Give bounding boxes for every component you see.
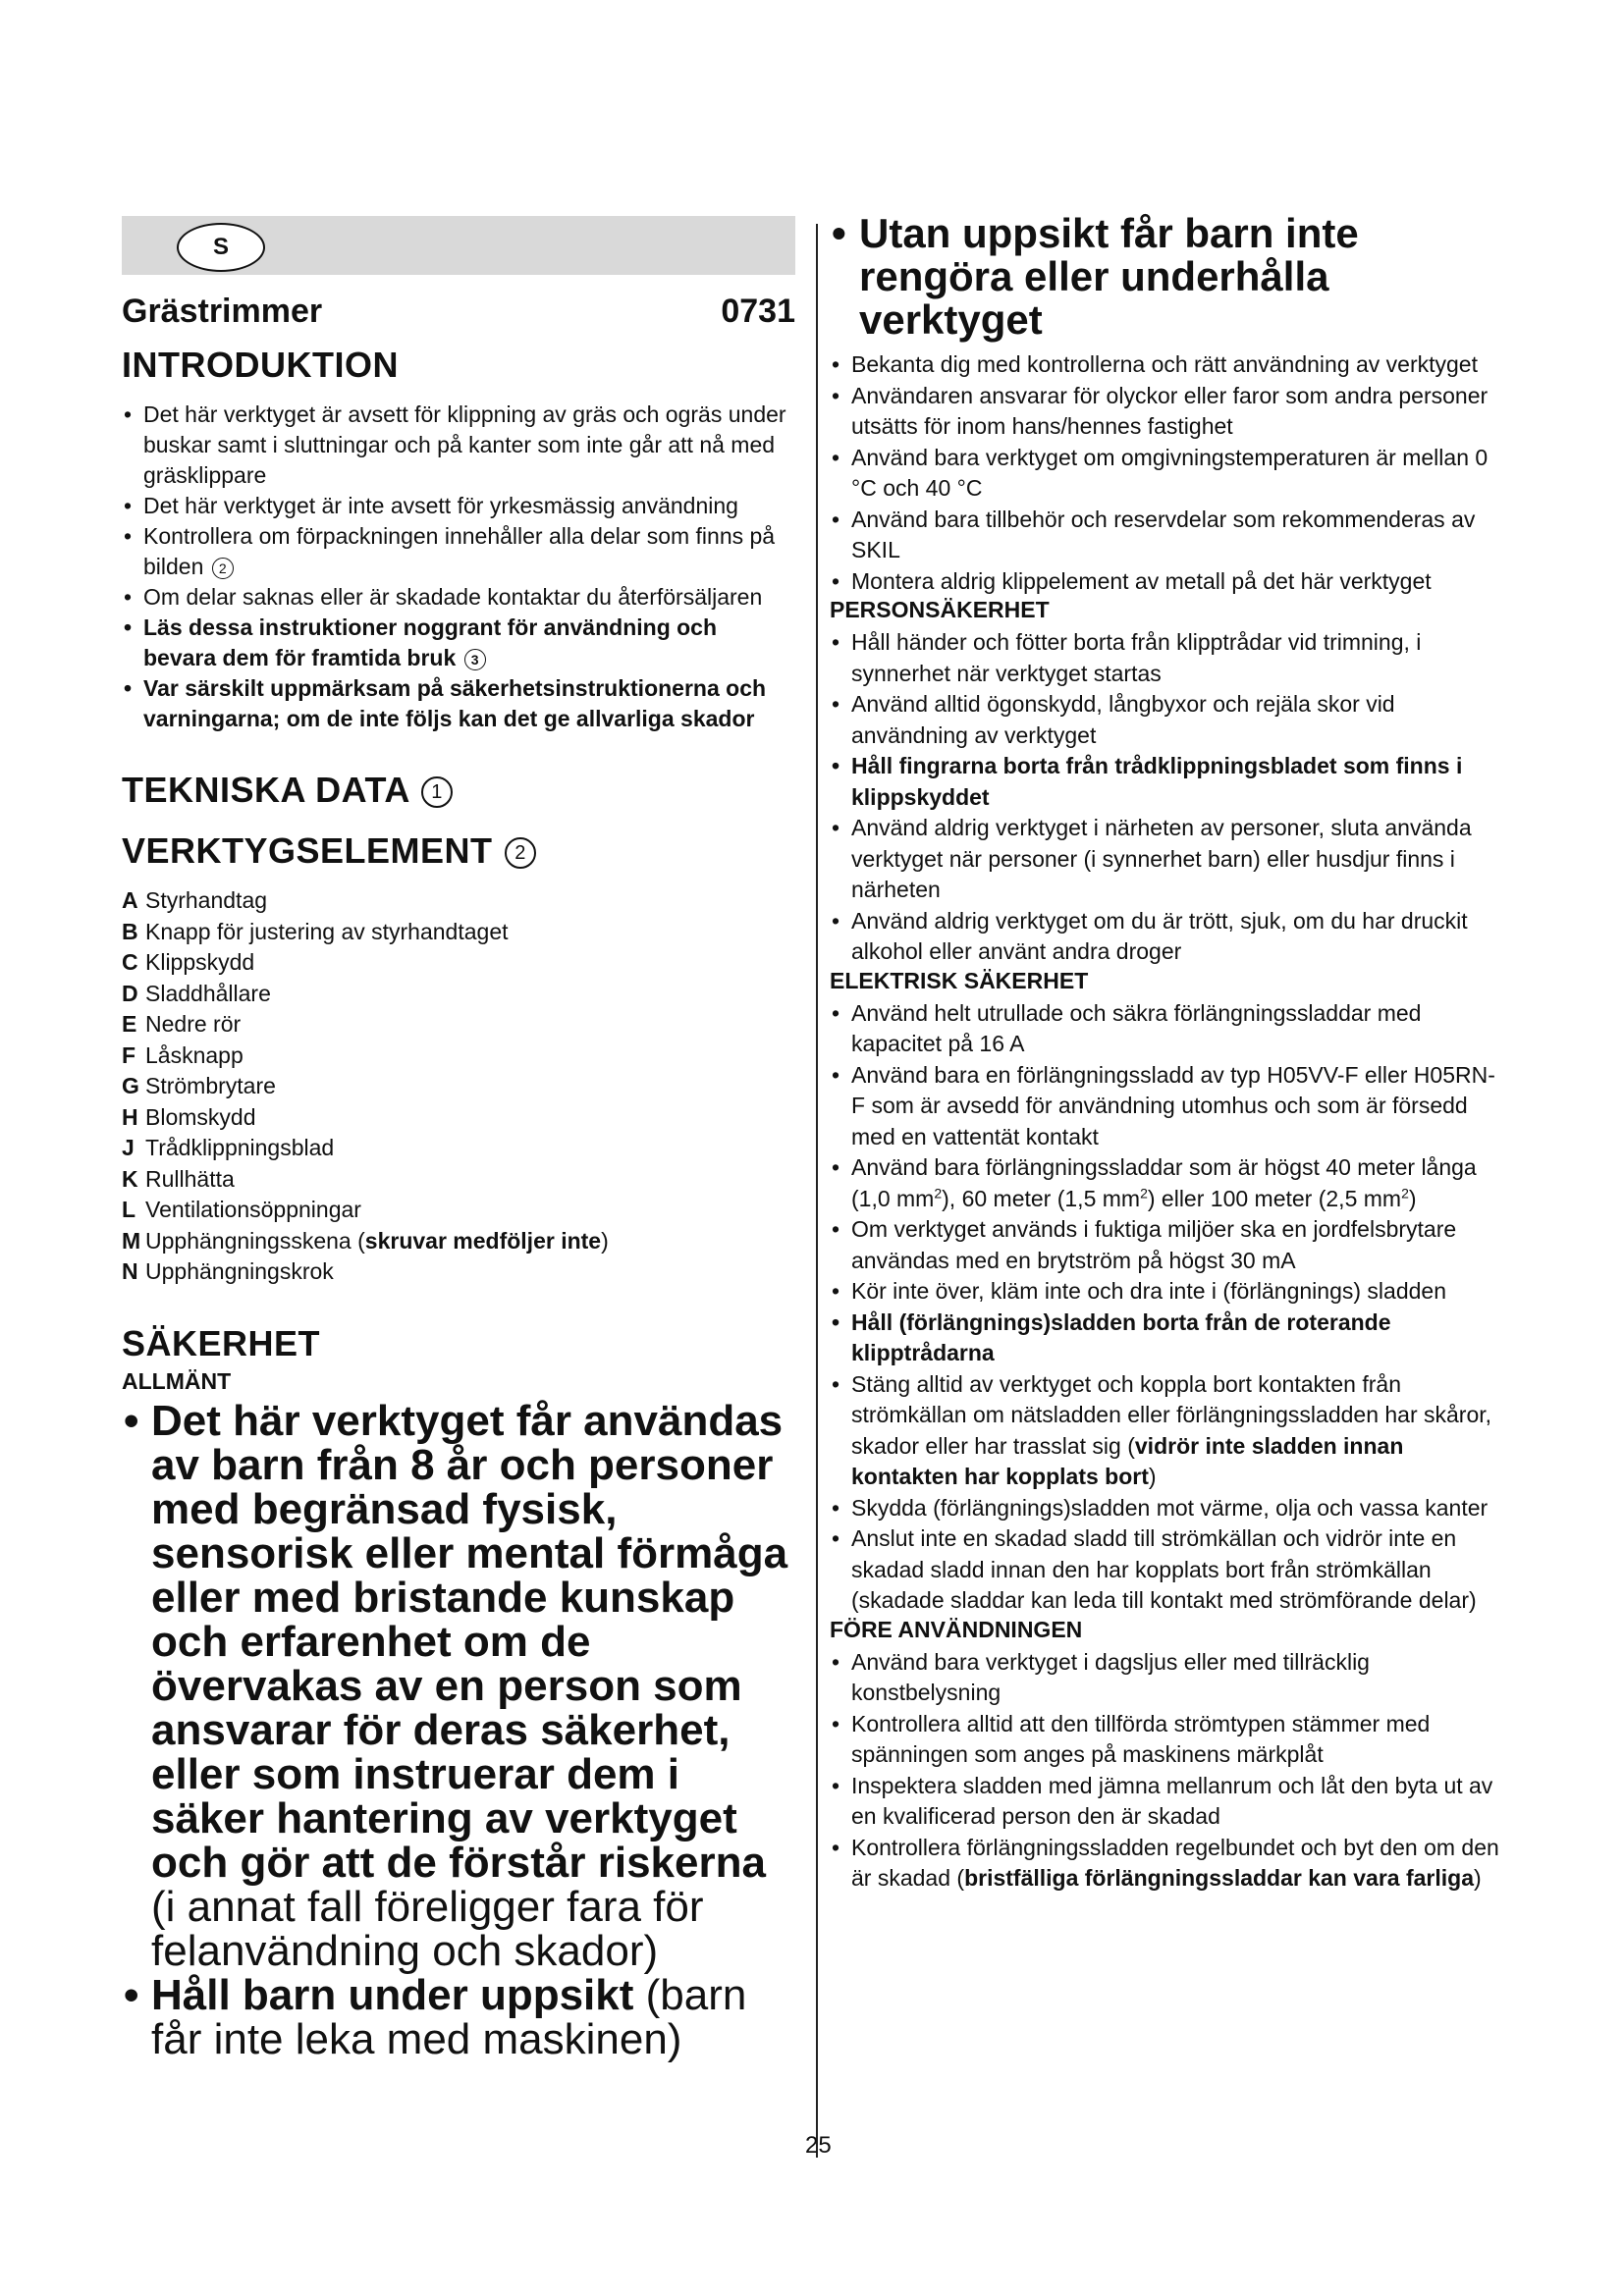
figure-ref-icon: 3 [464, 649, 486, 670]
left-column [122, 216, 795, 2061]
page-number: 25 [805, 2132, 832, 2159]
list-item: • Använd bara en förlängningssladd av typ H05VV-F eller H05RN-F som är avsedd för användning utomhus och som är försedd med en vattentät kontakt [830, 1060, 1507, 1153]
language-bar [122, 216, 795, 275]
general-subheading: ALLMÄNT [122, 1367, 232, 1394]
list-item: G Strömbrytare [122, 1073, 276, 1098]
list-item: • Använd aldrig verktyget i närheten av personer, sluta använda verktyget när personer (i synnerhet barn) eller husdjur finns i närheten [830, 813, 1507, 906]
list-item: E Nedre rör [122, 1011, 242, 1037]
list-item: • Anslut inte en skadad sladd till strömkällan och vidrör inte en skadad sladd innan den har kopplats bort från strömkällan (skadade sladdar kan leda till kontakt med strömförande delar) [830, 1523, 1507, 1617]
list-item: H Blomskydd [122, 1103, 256, 1130]
list-item: C Klippskydd [122, 949, 255, 975]
figure-ref-icon: 1 [421, 776, 453, 808]
list-item: • Kör inte över, kläm inte och dra inte i (förlängnings) sladden [830, 1276, 1507, 1308]
list-item: J Trådklippningsblad [122, 1135, 335, 1160]
list-item: • Håll barn under uppsikt (barn får inte leka med maskinen) [122, 1973, 795, 2061]
title-row [122, 293, 795, 331]
intro-list [122, 400, 795, 734]
list-item: • Det här verktyget är avsett för klippning av gräs och ogräs under buskar samt i sluttningar och på kanter som inte går att nå med gräsklippare [122, 400, 795, 491]
list-item: • Kontrollera alltid att den tillförda strömtypen stämmer med spänningen som anges på maskinens märkplåt [830, 1709, 1507, 1771]
list-item: • Om verktyget används i fuktiga miljöer ska en jordfelsbrytare användas med en brytström på högst 30 mA [830, 1214, 1507, 1276]
list-item: • Användaren ansvarar för olyckor eller faror som andra personer utsätts för inom hans/hennes fastighet [830, 381, 1507, 443]
list-item: • Var särskilt uppmärksam på säkerhetsinstruktionerna och varningarna; om de inte följs kan det ge allvarliga skador [122, 673, 795, 734]
list-item: • Bekanta dig med kontrollerna och rätt användning av verktyget [830, 349, 1507, 381]
safety-heading: SÄKERHET [122, 1322, 321, 1363]
list-item: • Håll händer och fötter borta från klipptrådar vid trimning, i synnerhet när verktyget startas [830, 627, 1507, 689]
list-item: D Sladdhållare [122, 980, 271, 1006]
column-divider [816, 224, 818, 2158]
big-warnings [122, 1396, 795, 2063]
electrical-safety-list [830, 998, 1507, 1617]
electrical-safety-heading: ELEKTRISK SÄKERHET [830, 967, 1089, 993]
list-item: • Kontrollera om förpackningen innehåller alla delar som finns på bilden 2 [122, 521, 795, 582]
list-item: • Skydda (förlängnings)sladden mot värme, olja och vassa kanter [830, 1493, 1507, 1524]
list-item: N Upphängningskrok [122, 1258, 334, 1284]
list-item: • Läs dessa instruktioner noggrant för användning och bevara dem för framtida bruk 3 [122, 613, 795, 673]
before-use-list [830, 1647, 1507, 1895]
list-item: K Rullhätta [122, 1165, 235, 1192]
parts-list [122, 885, 795, 1288]
list-item: • Använd alltid ögonskydd, långbyxor och rejäla skor vid användning av verktyget [830, 689, 1507, 751]
list-item: • Använd bara förlängningssladdar som är högst 40 meter långa (1,0 $mm^2$), 60 meter (1,5 $mm^2$) eller 100 meter (2,5 $mm^2$) [830, 1152, 1507, 1214]
list-item: • Det här verktyget får användas av barn från 8 år och personer med begränsad fysisk, sensorisk eller mental förmåga eller med bristande kunskap och erfarenhet om de övervakas av en person som ansvarar för deras säkerhet, eller som instruerar dem i säker hantering av verktyget och gör att de förstår riskerna (i annat fall föreligger fara för felanvändning och skador) [122, 1399, 795, 1973]
list-item: A Styrhandtag [122, 887, 268, 913]
list-item: • Använd bara tillbehör och reservdelar som rekommenderas av SKIL [830, 505, 1507, 566]
intro-heading: INTRODUKTION [122, 345, 399, 385]
model-number: 0731 [721, 293, 795, 330]
product-name: Grästrimmer [122, 293, 323, 330]
personal-safety-heading: PERSONSÄKERHET [830, 597, 1050, 622]
list-item: • Använd bara verktyget om omgivningstemperaturen är mellan 0 °C och 40 °C [830, 443, 1507, 505]
figure-ref-icon: 2 [212, 558, 234, 579]
general-list [830, 349, 1507, 597]
list-item: • Inspektera sladden med jämna mellanrum och låt den byta ut av en kvalificerad person den är skadad [830, 1771, 1507, 1833]
list-item: F Låsknapp [122, 1041, 244, 1068]
list-item: • Håll fingrarna borta från trådklippningsbladet som finns i klippskyddet [830, 751, 1507, 813]
list-item: B Knapp för justering av styrhandtaget [122, 918, 509, 944]
elements-heading: VERKTYGSELEMENT 2 [122, 830, 795, 872]
language-badge: S [177, 223, 265, 272]
list-item: M Upphängningsskena (skruvar medföljer inte) [122, 1227, 609, 1254]
before-use-heading: FÖRE ANVÄNDNINGEN [830, 1616, 1083, 1642]
list-item: • Använd helt utrullade och säkra förlängningssladdar med kapacitet på 16 A [830, 998, 1507, 1060]
list-item: L Ventilationsöppningar [122, 1197, 361, 1222]
list-item: • Om delar saknas eller är skadade kontaktar du återförsäljaren [122, 582, 795, 613]
list-item: • Kontrollera förlängningssladden regelbundet och byt den om den är skadad (bristfälliga förlängningssladdar kan vara farliga) [830, 1833, 1507, 1895]
list-item: • Håll (förlängnings)sladden borta från de roterande klipptrådarna [830, 1308, 1507, 1369]
list-item: • Det här verktyget är inte avsett för yrkesmässig användning [122, 491, 795, 521]
list-item: • Använd bara verktyget i dagsljus eller med tillräcklig konstbelysning [830, 1647, 1507, 1709]
children-warning-headline: • Utan uppsikt får barn inte rengöra eller underhålla verktyget [830, 212, 1507, 342]
list-item: • Montera aldrig klippelement av metall på det här verktyget [830, 566, 1507, 598]
tech-data-heading: TEKNISKA DATA 1 [122, 770, 795, 811]
figure-ref-icon: 2 [505, 837, 536, 869]
list-item: • Stäng alltid av verktyget och koppla bort kontakten från strömkällan om nätsladden eller förlängningssladden har skåror, skador eller har trasslat sig (vidrör inte sladden innan kontakten har kopplats bort) [830, 1369, 1507, 1493]
right-column [830, 212, 1507, 1895]
personal-safety-list [830, 627, 1507, 968]
list-item: • Använd aldrig verktyget om du är trött, sjuk, om du har druckit alkohol eller använt andra droger [830, 906, 1507, 968]
